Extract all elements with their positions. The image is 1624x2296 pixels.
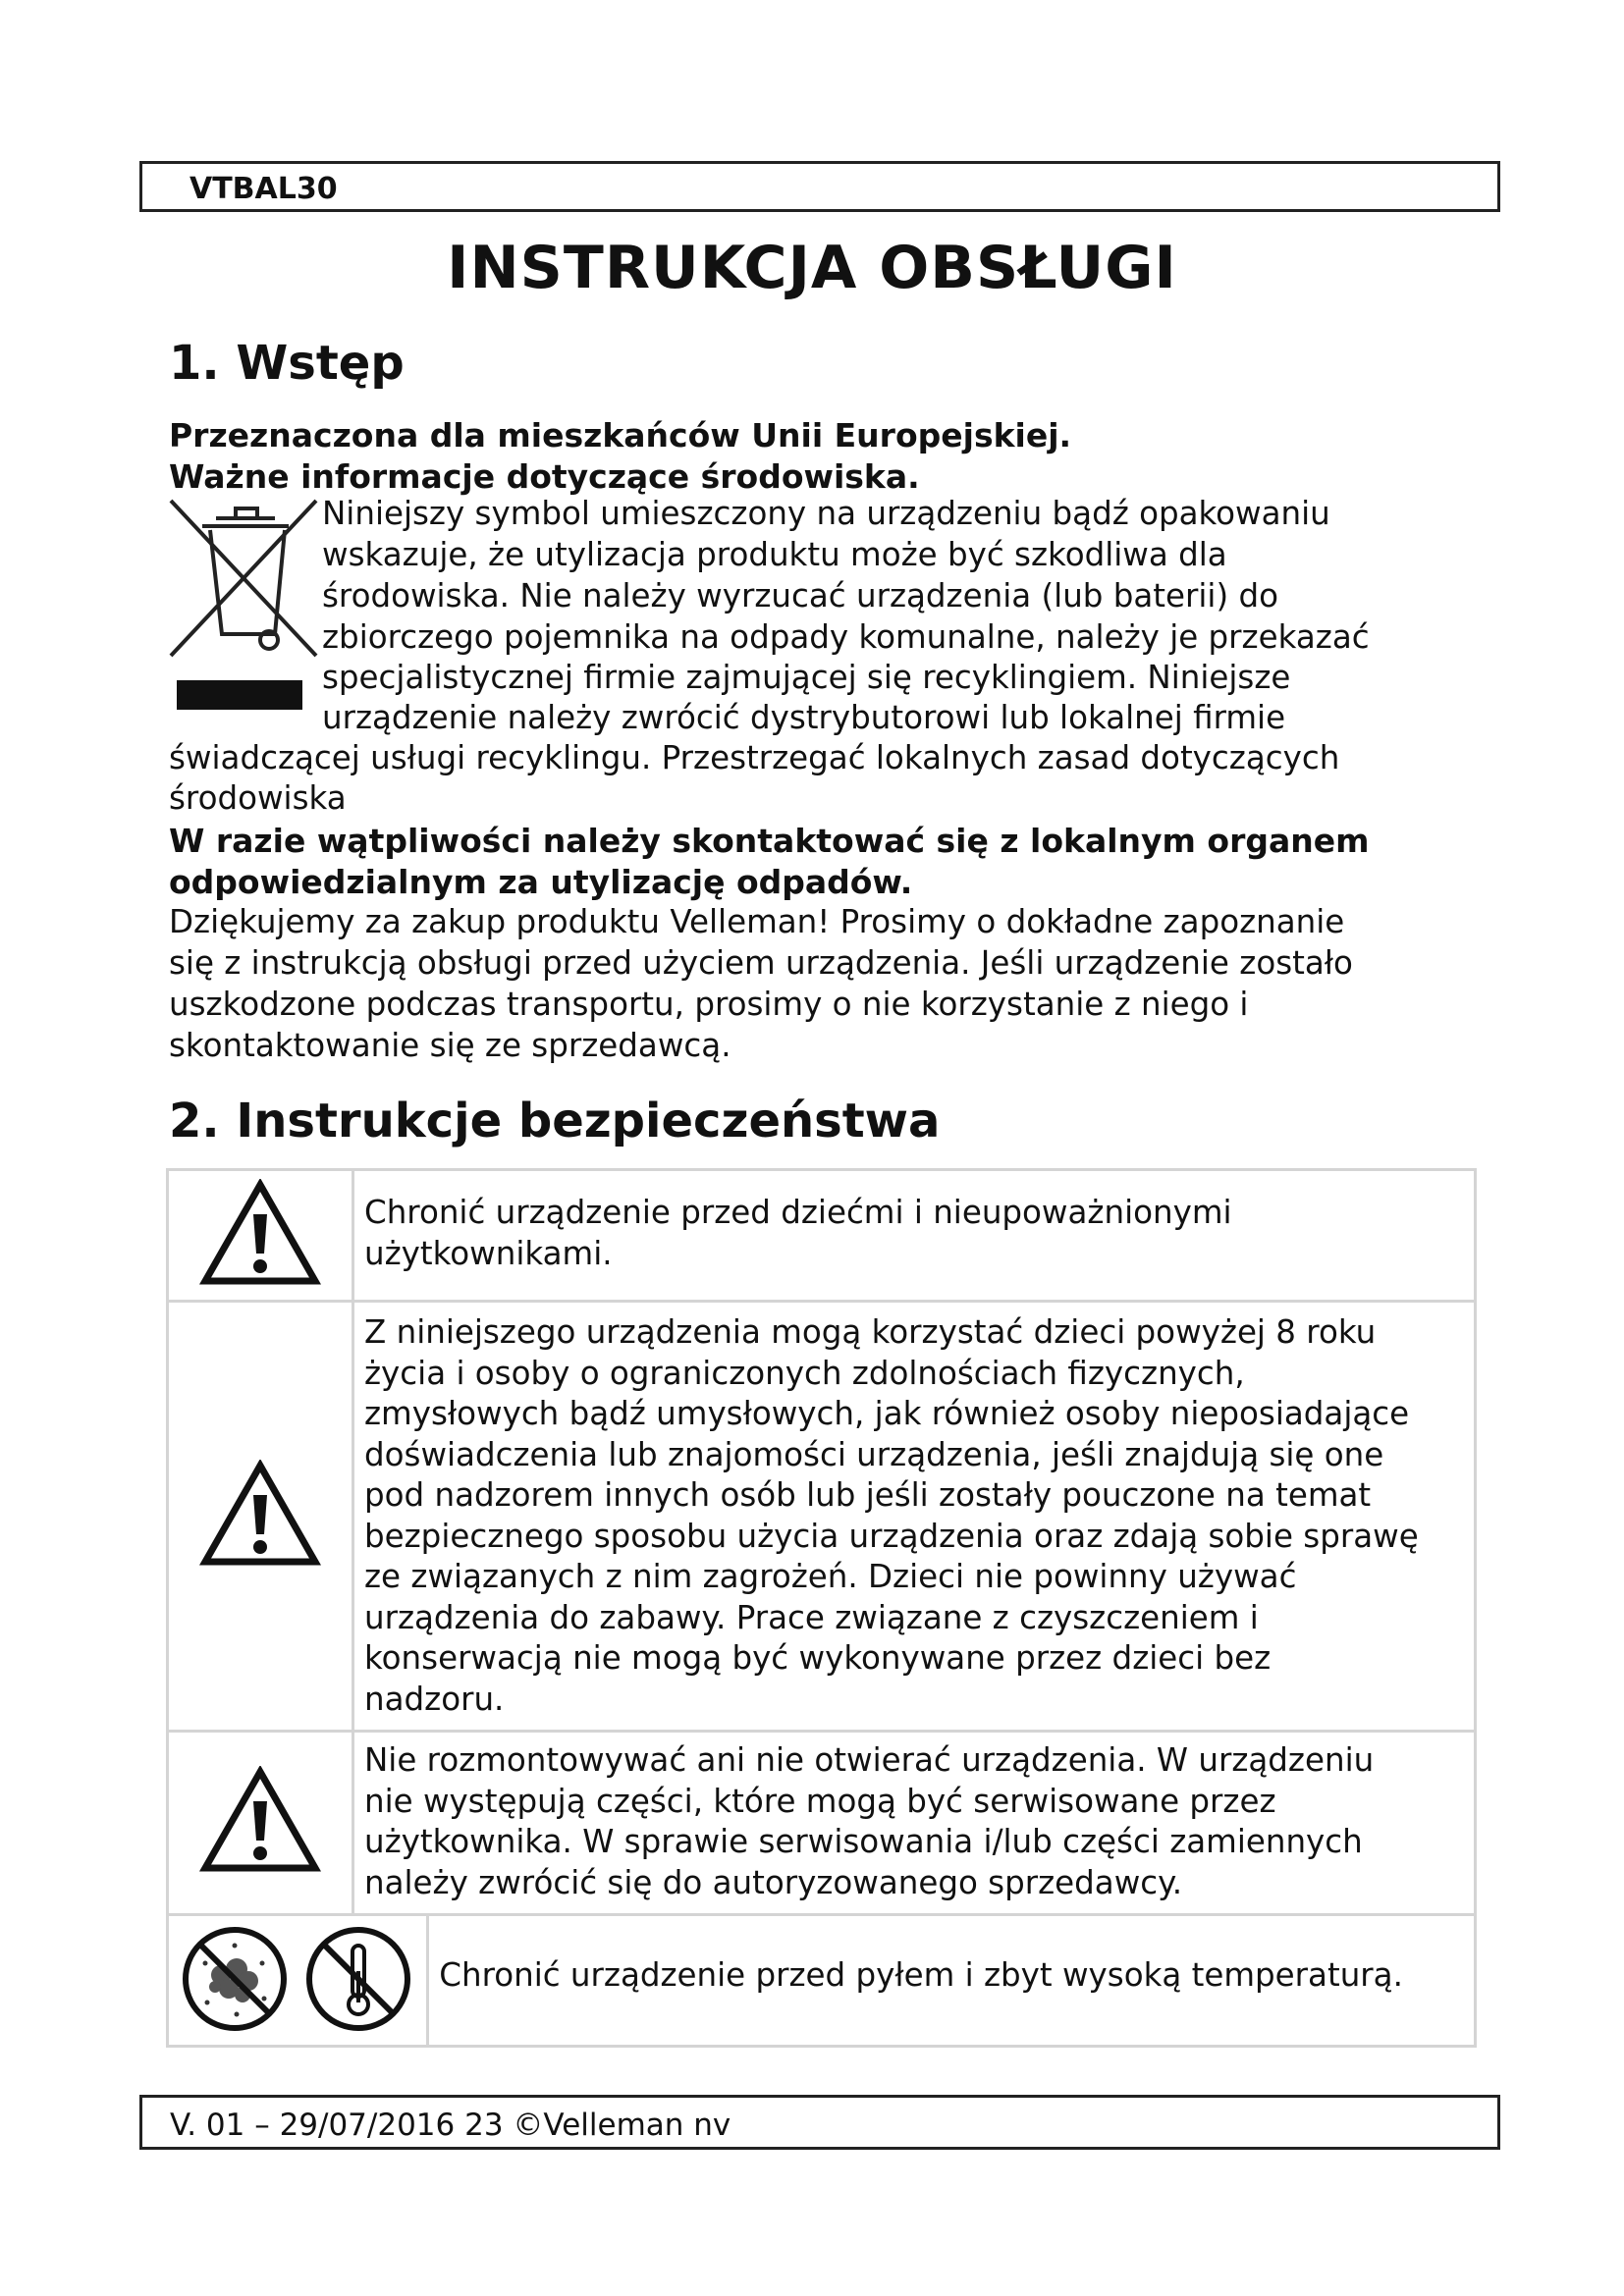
eu-notice: Przeznaczona dla mieszkańców Unii Europejskiej. (169, 416, 1072, 454)
warning-icon (199, 1179, 321, 1289)
safety-text (353, 1732, 1476, 1915)
safety-line: ze związanych z nim zagrożeń. Dzieci nie powinny używać (364, 1558, 1297, 1595)
safety-line: konserwacją nie mogą być wykonywane przez dzieci bez (364, 1639, 1272, 1677)
safety-line: użytkownikami. (364, 1234, 613, 1272)
thanks-line: uszkodzone podczas transportu, prosimy o nie korzystanie z niego i (169, 986, 1249, 1023)
safety-line: użytkownika. W sprawie serwisowania i/lub części zamiennych (364, 1823, 1363, 1860)
safety-line: nadzoru. (364, 1680, 505, 1718)
env-line: środowiska (169, 779, 347, 817)
safety-icon-cell (168, 1302, 353, 1732)
safety-line: nie występują części, które mogą być serwisowane przez (364, 1782, 1276, 1820)
thanks-line: Dziękujemy za zakup produktu Velleman! Prosimy o dokładne zapoznanie (169, 903, 1345, 940)
no-dust-icon (186, 1930, 284, 2028)
env-line: środowiska. Nie należy wyrzucać urządzenia (lub baterii) do (322, 577, 1278, 614)
section-1-heading: 1. Wstęp (169, 336, 405, 391)
header-bar (139, 161, 1500, 212)
safety-text (353, 1170, 1476, 1302)
footer-text: V. 01 – 29/07/2016 23 ©Velleman nv (170, 2108, 731, 2143)
warning-icon (199, 1766, 321, 1876)
safety-line: Nie rozmontowywać ani nie otwierać urządzenia. W urządzeniu (364, 1741, 1375, 1779)
safety-text (353, 1302, 1476, 1732)
safety-line: bezpiecznego sposobu użycia urządzenia oraz zdają sobie sprawę (364, 1517, 1419, 1555)
model-code: VTBAL30 (189, 172, 338, 206)
safety-icon-cell (168, 1732, 353, 1915)
env-line: wskazuje, że utylizacja produktu może być szkodliwa dla (322, 536, 1227, 573)
doubt-notice: W razie wątpliwości należy skontaktować się z lokalnym organem (169, 822, 1370, 860)
thanks-line: skontaktowanie się ze sprzedawcą. (169, 1027, 731, 1064)
safety-line: życia i osoby o ograniczonych zdolnościach fizycznych, (364, 1354, 1245, 1392)
section-2-heading: 2. Instrukcje bezpieczeństwa (169, 1094, 941, 1148)
env-line: specjalistycznej firmie zajmującej się recyklingiem. Niniejsze (322, 659, 1291, 696)
safety-line: Z niniejszego urządzenia mogą korzystać dzieci powyżej 8 roku (364, 1313, 1377, 1351)
safety-row (168, 1732, 1476, 1915)
safety-table (166, 1168, 1477, 2048)
doubt-notice: odpowiedzialnym za utylizację odpadów. (169, 863, 913, 901)
safety-line: Chronić urządzenie przed pyłem i zbyt wysoką temperaturą. (439, 1955, 1403, 1994)
safety-line: pod nadzorem innych osób lub jeśli zostały pouczone na temat (364, 1476, 1372, 1514)
safety-line: zmysłowych bądź umysłowych, jak również osoby nieposiadające (364, 1395, 1410, 1432)
page-title: INSTRUKCJA OBSŁUGI (447, 234, 1177, 302)
env-line: Niniejszy symbol umieszczony na urządzeniu bądź opakowaniu (322, 495, 1330, 532)
safety-line: Chronić urządzenie przed dziećmi i nieupoważnionymi (364, 1194, 1232, 1231)
safety-line: doświadczenia lub znajomości urządzenia, jeśli znajdują się one (364, 1435, 1384, 1473)
thanks-line: się z instrukcją obsługi przed użyciem urządzenia. Jeśli urządzenie zostało (169, 944, 1353, 982)
env-line: zbiorczego pojemnika na odpady komunalne, należy je przekazać (322, 618, 1370, 656)
safety-row (168, 1170, 1476, 1302)
safety-row (168, 1915, 1476, 2047)
no-dust-and-heat-icon (178, 1924, 417, 2034)
weee-bar (177, 680, 302, 710)
safety-icon-cell (168, 1915, 428, 2047)
safety-icon-cell (168, 1170, 353, 1302)
safety-line: należy zwrócić się do autoryzowanego sprzedawcy. (364, 1863, 1183, 1901)
warning-icon (199, 1460, 321, 1570)
env-notice-title: Ważne informacje dotyczące środowiska. (169, 457, 920, 496)
safety-text (428, 1915, 1476, 2047)
safety-row (168, 1302, 1476, 1732)
safety-line: urządzenia do zabawy. Prace związane z czyszczeniem i (364, 1598, 1259, 1636)
weee-bin-icon (167, 497, 320, 662)
env-line: świadczącej usługi recyklingu. Przestrzegać lokalnych zasad dotyczących (169, 739, 1340, 776)
env-line: urządzenie należy zwrócić dystrybutorowi lub lokalnej firmie (322, 699, 1286, 736)
footer-bar (139, 2095, 1500, 2150)
no-heat-icon (309, 1930, 407, 2028)
